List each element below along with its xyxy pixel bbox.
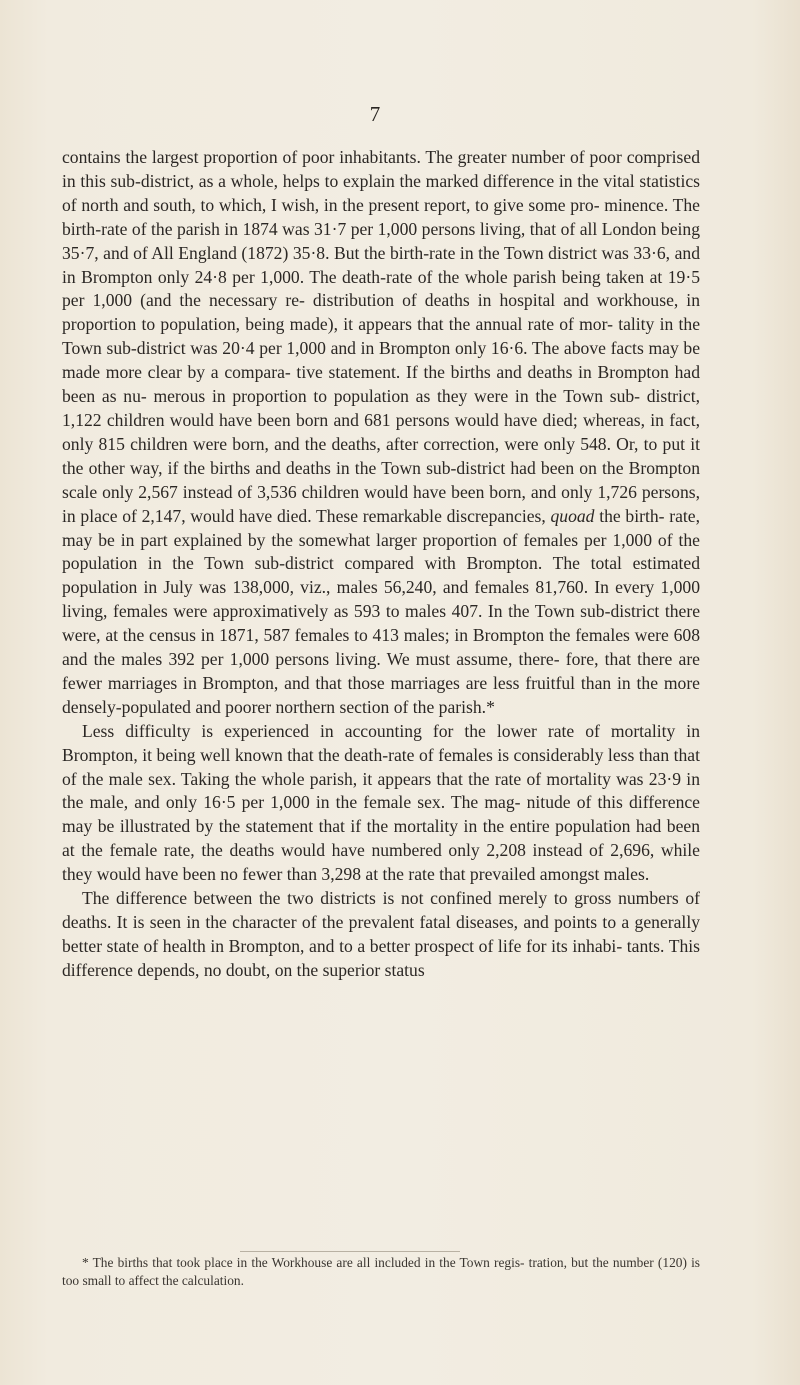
footnote-divider (240, 1251, 460, 1252)
page-number: 7 (369, 102, 381, 126)
paragraph-1-text-a: contains the largest proportion of poor inhabitants. The greater number of poor comprised in this sub-district, as a whole, helps to explain the marked difference in the vital statistics of north and south, to which, I wish, in the present report, to give some pro- minence. The birth-rate of the parish in 1874 was 31·7 per 1,000 persons living, that of all London being 35·7, and of All England (1872) 35·8. But the birth-rate in the Town district was 33·6, and in Brompton only 24·8 per 1,000. The death-rate of the whole parish being taken at 19·5 per 1,000 (and the necessary re- distribution of deaths in hospital and workhouse, in proportion to population, being made), it appears that the annual rate of mor- tality in the Town sub-district was 20·4 per 1,000 and in Brompton only 16·6. The above facts may be made more clear by a compara- tive statement. If the births and deaths in Brompton had been as nu- merous in proportion to population as they were in the Town sub- district, 1,122 children would have been born and 681 persons would have died; whereas, in fact, only 815 children were born, and the deaths, after correction, were only 548. Or, to put it the other way, if the births and deaths in the Town sub-district had been on the Brompton scale only 2,567 instead of 3,536 children would have been born, and only 1,726 persons, in place of 2,147, would have died. These remarkable discrepancies, (62, 147, 700, 526)
paragraph-1-text-b: the birth- rate, may be in part explained by the somewhat larger proportion of females per 1,000 of the population in the Town sub-district compared with Brompton. The total estimated population in July was 138,000, viz., males 56,240, and females 81,760. In every 1,000 living, females were approximatively as 593 to males 407. In the Town sub-district there were, at the census in 1871, 587 females to 413 males; in Brompton the females were 608 and the males 392 per 1,000 persons living. We must assume, there- fore, that there are fewer marriages in Brompton, and that those marriages are less fruitful than in the more densely-populated and poorer northern section of the parish.* (62, 505, 700, 717)
paragraph-1 (62, 146, 700, 720)
body-text (62, 146, 700, 983)
paragraph-3-text: The difference between the two districts is not confined merely to gross numbers of deaths. It is seen in the character of the prevalent fatal diseases, and points to a generally better state of health in Brompton, and to a better prospect of life for its inhabi- tants. This difference depends, no doubt, on the superior status (62, 888, 700, 980)
footnote: * The births that took place in the Workhouse are all included in the Town regis- tration, but the number (120) is too small to affect the calculation. (62, 1255, 700, 1288)
paragraph-3 (62, 887, 700, 983)
paragraph-2 (62, 720, 700, 887)
paragraph-1-italic: quoad (550, 505, 595, 526)
paragraph-2-text: Less difficulty is experienced in accounting for the lower rate of mortality in Brompton, it being well known that the death-rate of females is considerably less than that of the male sex. Taking the whole parish, it appears that the rate of mortality was 23·9 in the male, and only 16·5 per 1,000 in the female sex. The mag- nitude of this difference may be illustrated by the statement that if the mortality in the entire population had been at the female rate, the deaths would have numbered only 2,208 instead of 2,696, while they would have been no fewer than 3,298 at the rate that prevailed amongst males. (62, 720, 700, 885)
